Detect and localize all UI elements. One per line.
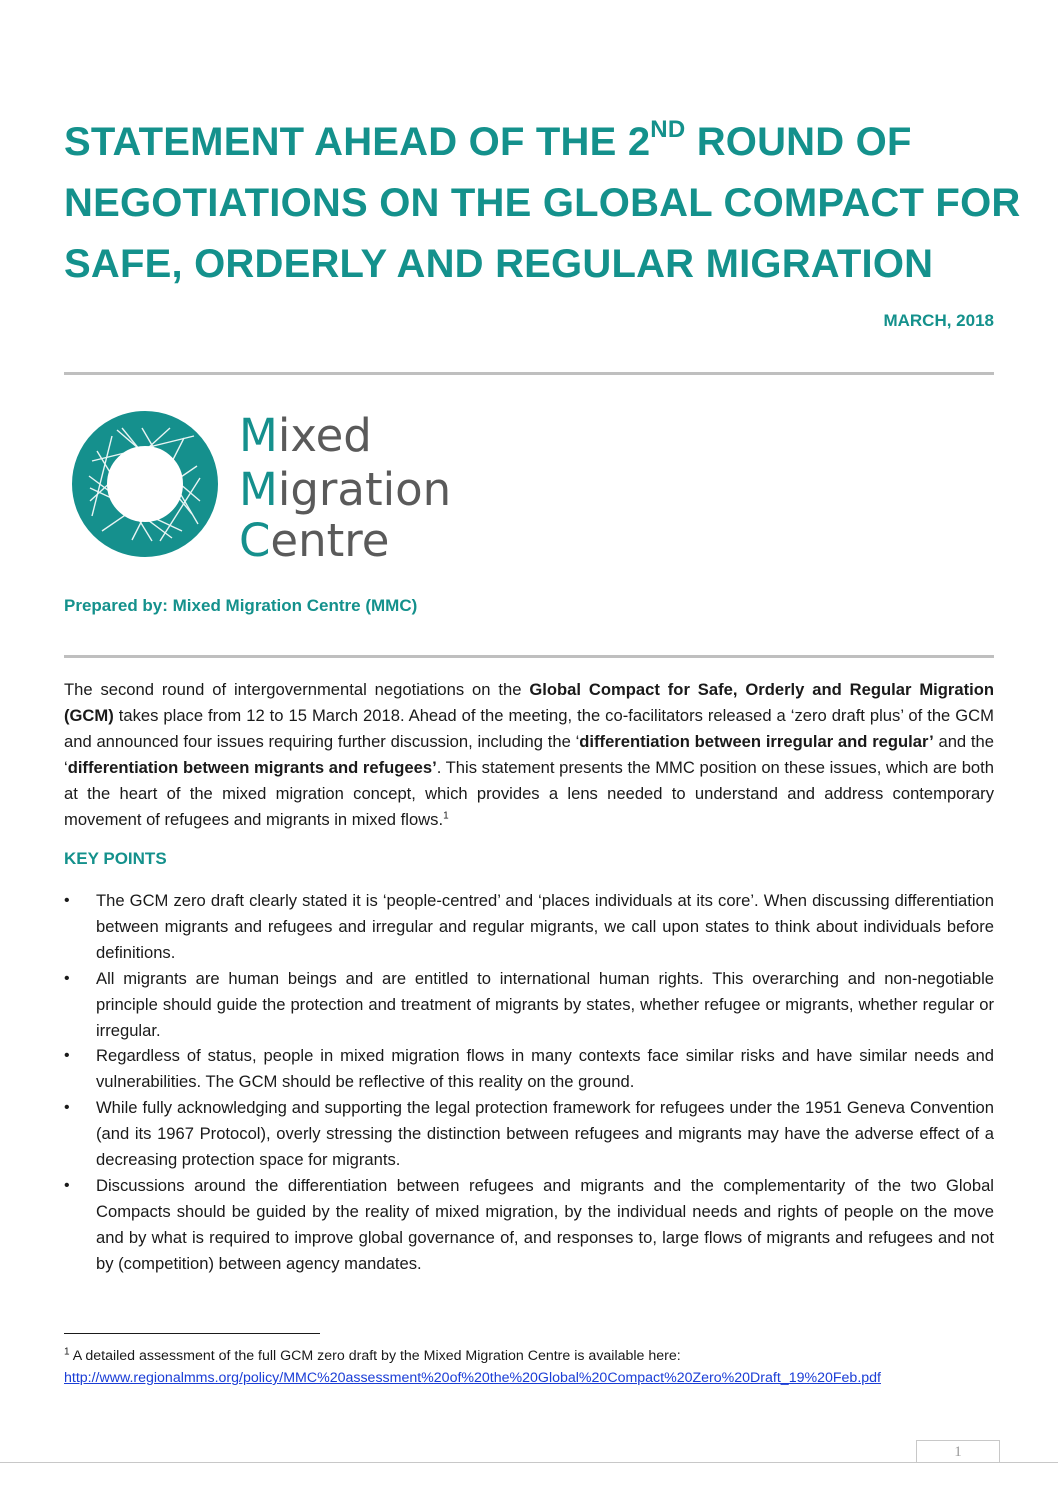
intro-text-1: The second round of intergovernmental negotiations on the xyxy=(64,680,530,699)
key-point-text: All migrants are human beings and are entitled to international human rights. This overarching and non-negotiable principle should guide the protection and treatment of migrants by states, whether refugee or migrants, whether regular or irregular. xyxy=(96,968,994,1040)
intro-bold-refugees: differentiation between migrants and refugees’ xyxy=(67,757,437,777)
logo-word-centre: Centre xyxy=(239,514,390,566)
key-points-heading: KEY POINTS xyxy=(64,849,167,868)
page-footer-line xyxy=(0,1462,1058,1463)
key-point-text: The GCM zero draft clearly stated it is ‘people-centred’ and ‘places individuals at its core’. When discussing differentiation between migrants and refugees and irregular and regular migrants, we call upon states to think about individuals before definitions. xyxy=(96,891,994,962)
header-divider xyxy=(64,372,994,375)
section-divider xyxy=(64,655,994,658)
footnote-separator xyxy=(64,1333,320,1334)
footnote xyxy=(64,1345,1004,1389)
bullet-icon: • xyxy=(64,1047,70,1065)
footnote-reference[interactable]: 1 xyxy=(443,810,449,821)
title-line-1 xyxy=(64,112,1004,173)
intro-text-4: . This statement presents the MMC position on these issues, which are both at the heart of the mixed migration concept, which provides a lens needed to understand and address contemporary movement of refugees and migrants in mixed flows. xyxy=(64,757,994,829)
key-point-text: While fully acknowledging and supporting the legal protection framework for refugees under the 1951 Geneva Convention (and its 1967 Protocol), overly stressing the distinction between refugees and migrants may have the adverse effect of a decreasing protection space for migrants. xyxy=(96,1098,994,1170)
key-points-list xyxy=(64,888,994,1277)
bullet-icon: • xyxy=(64,1176,70,1194)
title-line-2: NEGOTIATIONS ON THE GLOBAL COMPACT FOR xyxy=(64,181,1021,225)
intro-bold-irregular: differentiation between irregular and regular’ xyxy=(579,731,934,751)
key-point-text: Regardless of status, people in mixed migration flows in many contexts face similar risks and have similar needs and vulnerabilities. The GCM should be reflective of this reality on the ground. xyxy=(96,1046,994,1092)
key-point-item xyxy=(64,966,994,1044)
key-point-item xyxy=(64,888,994,966)
bullet-icon: • xyxy=(64,969,70,987)
logo-word-mixed: Mixed xyxy=(239,409,372,462)
footnote-text: A detailed assessment of the full GCM zero draft by the Mixed Migration Centre is available here: xyxy=(69,1348,681,1364)
intro-text-2: takes place from 12 to 15 March 2018. Ahead of the meeting, the co-facilitators released a ‘zero draft plus’ of the GCM and announced four issues requiring further discussion, including the ‘ xyxy=(64,705,994,751)
page-number: 1 xyxy=(954,1444,962,1460)
document-date: MARCH, 2018 xyxy=(883,311,994,330)
logo-word-migration: Migration xyxy=(239,463,452,516)
key-point-text: Discussions around the differentiation between refugees and migrants and the complementarity of the two Global Compacts should be guided by the reality of mixed migration, by the individual needs and rights of people on the move and by what is required to improve global governance of, and responses to, large flows of migrants and refugees and not by (competition) between agency mandates. xyxy=(96,1175,994,1273)
title-line-1-end: ROUND OF xyxy=(685,120,912,164)
title-superscript: ND xyxy=(650,115,686,143)
prepared-by: Prepared by: Mixed Migration Centre (MMC) xyxy=(64,596,418,615)
mmc-logo xyxy=(72,406,462,566)
intro-bold-gcm: Global Compact for Safe, Orderly and Regular Migration (GCM) xyxy=(64,680,994,725)
title-line-1-text: STATEMENT AHEAD OF THE 2 xyxy=(64,120,651,164)
key-point-item xyxy=(64,1095,994,1173)
title-line-3: SAFE, ORDERLY AND REGULAR MIGRATION xyxy=(64,242,934,286)
footnote-number: 1 xyxy=(64,1346,70,1358)
key-point-item xyxy=(64,1173,994,1277)
intro-paragraph xyxy=(64,677,994,832)
footnote-link[interactable]: http://www.regionalmms.org/policy/MMC%20assessment%20of%20the%20Global%20Compact%20Zero%20Draft_19%20Feb.pdf xyxy=(64,1370,881,1386)
intro-text-3: and the ‘ xyxy=(64,731,994,777)
logo-ring-icon xyxy=(89,428,201,541)
page-number-box xyxy=(916,1440,1000,1463)
bullet-icon: • xyxy=(64,892,70,909)
bullet-icon: • xyxy=(64,1099,70,1117)
document-title xyxy=(64,112,1021,295)
key-point-item xyxy=(64,1043,994,1095)
